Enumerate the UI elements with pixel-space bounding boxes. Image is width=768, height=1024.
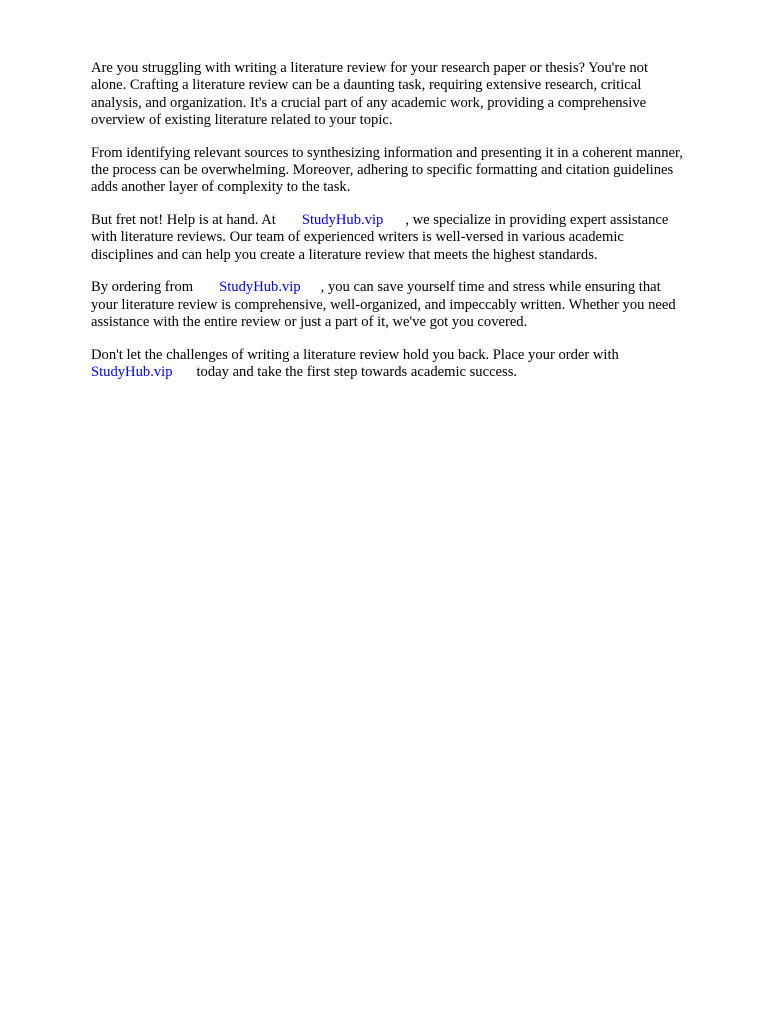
text-segment: today and take the first step towards academic success. (196, 364, 518, 381)
text-line: Don't let the challenges of writing a literature review hold you back. Place your order with (91, 346, 619, 363)
paragraph-process (91, 145, 731, 197)
text-line: assistance with the entire review or just a part of it, we've got you covered. (91, 314, 528, 331)
text-line: disciplines and can help you create a literature review that meets the highest standards. (91, 246, 598, 263)
paragraph-ordering (91, 279, 731, 331)
text-segment: By ordering from (91, 279, 194, 296)
text-line: with literature reviews. Our team of experienced writers is well-versed in various academic (91, 229, 624, 246)
paragraph-cta (91, 347, 731, 382)
text-line: Are you struggling with writing a literature review for your research paper or thesis? You're not (91, 60, 649, 76)
text-line: your literature review is comprehensive, well-organized, and impeccably written. Whether you need (91, 296, 676, 313)
text-line: analysis, and organization. It's a crucial part of any academic work, providing a comprehensive (91, 94, 647, 111)
studyhub-link[interactable]: StudyHub.vip (91, 364, 173, 381)
studyhub-link[interactable]: StudyHub.vip (219, 279, 301, 296)
text-line: the process can be overwhelming. Moreover, adhering to specific formatting and citation guidelines (91, 161, 674, 178)
text-line: alone. Crafting a literature review can be a daunting task, requiring extensive research, critical (91, 77, 642, 94)
document-body (91, 60, 731, 397)
text-line: overview of existing literature related to your topic. (91, 111, 393, 128)
paragraph-intro (91, 60, 731, 129)
paragraph-help (91, 212, 731, 264)
text-line: adds another layer of complexity to the task. (91, 179, 351, 196)
text-segment: , you can save yourself time and stress while ensuring that (320, 279, 661, 296)
studyhub-link[interactable]: StudyHub.vip (301, 212, 384, 229)
text-segment: , we specialize in providing expert assistance (405, 212, 669, 229)
text-segment: But fret not! Help is at hand. At (91, 212, 276, 229)
text-line: From identifying relevant sources to synthesizing information and presenting it in a coherent manner, (91, 144, 683, 161)
